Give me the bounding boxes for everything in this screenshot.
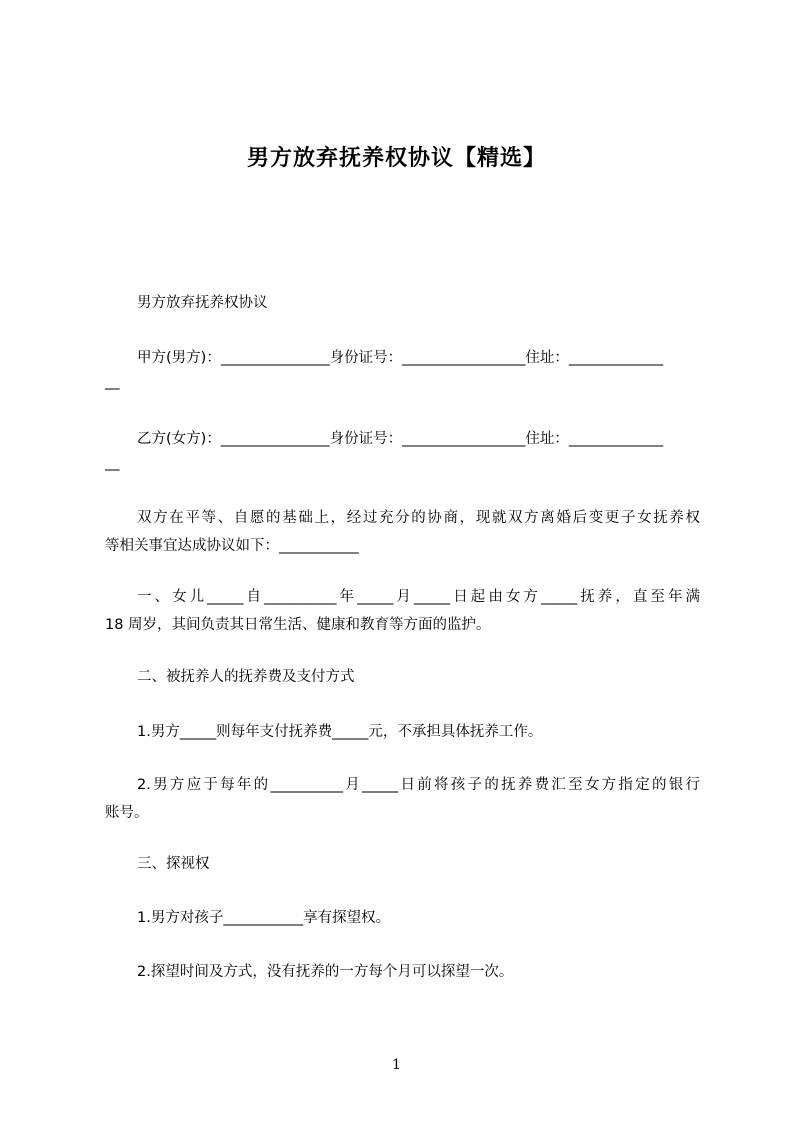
clause-3-item-1: 1.男方对孩子___________享有探望权。 xyxy=(137,910,391,926)
document-title: 男方放弃抚养权协议【精选】 xyxy=(246,146,546,171)
page-number: 1 xyxy=(392,1057,401,1073)
clause-2-item-2-line-1: 2.男方应于每年的__________月_____日前将孩子的抚养费汇至女方指定的银行 xyxy=(137,777,700,793)
clause-3-item-2: 2.探望时间及方式，没有抚养的一方每个月可以探望一次。 xyxy=(137,964,514,980)
clause-1-line-1: 一、女儿_____自__________年_____月_____日起由女方_____抚养，直至年满 xyxy=(137,589,700,605)
party-a-continuation: __ xyxy=(105,374,120,390)
intro-paragraph-line-2: 等相关事宜达成协议如下：___________ xyxy=(105,538,359,554)
intro-paragraph-line-1: 双方在平等、自愿的基础上，经过充分的协商，现就双方离婚后变更子女抚养权 xyxy=(137,510,700,526)
clause-2-item-2-line-2: 账号。 xyxy=(105,805,149,821)
clause-2-heading: 二、被抚养人的抚养费及支付方式 xyxy=(137,669,355,685)
clause-3-heading: 三、探视权 xyxy=(137,856,210,872)
agreement-subtitle: 男方放弃抚养权协议 xyxy=(137,295,268,311)
party-a-line: 甲方(男方)：_______________身份证号：_________________住址：_____________ xyxy=(137,350,664,366)
party-b-line: 乙方(女方)：_______________身份证号：_________________住址：_____________ xyxy=(137,431,664,447)
clause-1-line-2: 18 周岁，其间负责其日常生活、健康和教育等方面的监护。 xyxy=(105,617,491,633)
party-b-continuation: __ xyxy=(105,455,120,471)
clause-2-item-1: 1.男方_____则每年支付抚养费_____元，不承担具体抚养工作。 xyxy=(137,724,543,740)
